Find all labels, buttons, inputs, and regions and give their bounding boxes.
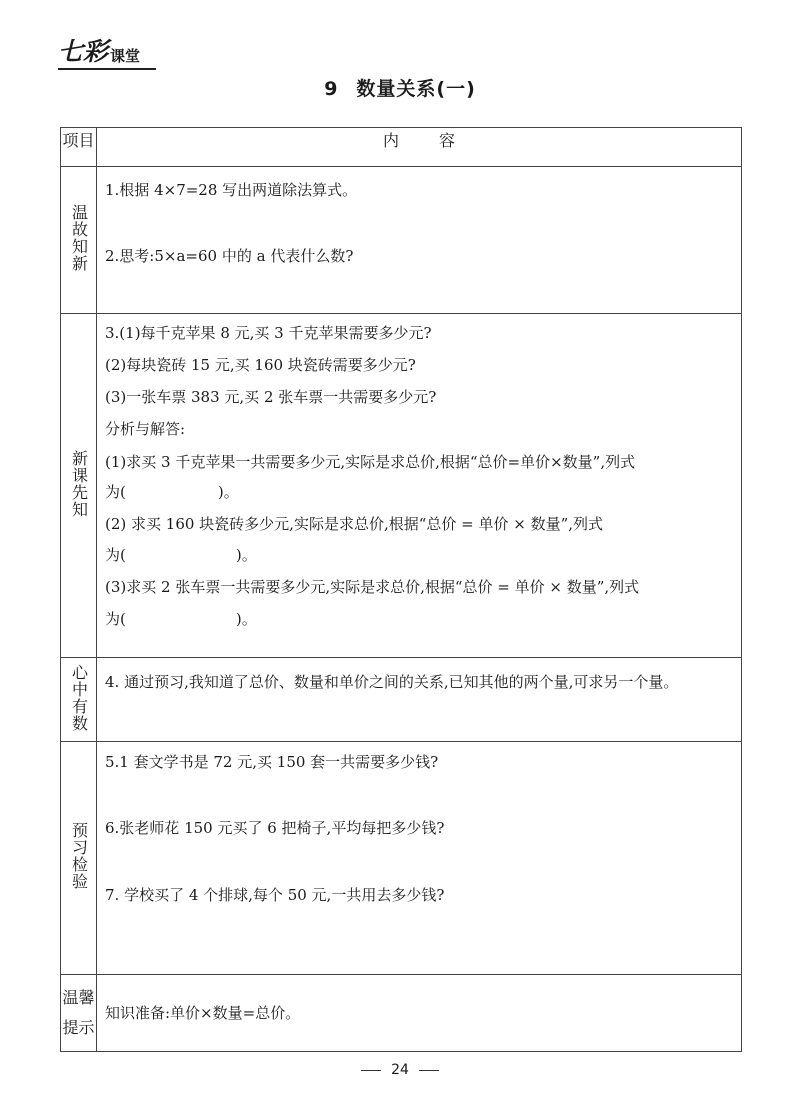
question-7: 7. 学校买了 4 个排球,每个 50 元,一共用去多少钱?: [105, 886, 445, 904]
question-6: 6.张老师花 150 元买了 6 把椅子,平均每把多少钱?: [105, 819, 445, 837]
section-review-label: 温故知新: [69, 204, 89, 272]
brand-mark: 七彩: [58, 37, 109, 66]
question-3-3: (3)一张车票 383 元,买 2 张车票一共需要多少元?: [105, 388, 437, 406]
section-review-label-cell: [61, 167, 97, 314]
question-3-2: (2)每块瓷砖 15 元,买 160 块瓷砖需要多少元?: [105, 356, 416, 374]
answer-1-line-1: (1)求买 3 千克苹果一共需要多少元,实际是求总价,根据“总价=单价×数量”,列式: [105, 453, 636, 471]
answer-1-open: 为(: [105, 483, 126, 501]
lesson-number: 9: [324, 78, 339, 100]
section-preview-label-cell: [61, 314, 97, 658]
answer-2-close: )。: [235, 546, 257, 564]
section-summary: [61, 658, 742, 742]
brand-underline: [58, 68, 156, 70]
section-check-label: 预习检验: [69, 822, 89, 890]
section-review-content: [97, 167, 742, 314]
section-tip-label: 温馨提示: [62, 988, 95, 1037]
section-summary-label: 心中有数: [69, 663, 89, 732]
answer-3-open: 为(: [105, 610, 126, 628]
page-footer: [0, 1062, 800, 1078]
section-check: [61, 742, 742, 975]
brand-logo: [58, 38, 140, 66]
section-tip: [61, 975, 742, 1052]
answer-1-line-2: [105, 481, 239, 503]
answer-3-line-2: [105, 608, 257, 630]
answer-2-line-2: [105, 544, 257, 566]
header-content: 内容: [97, 128, 742, 167]
page-number: 24: [391, 1062, 409, 1078]
footer-dash-left: [361, 1070, 381, 1071]
question-3-1: 3.(1)每千克苹果 8 元,买 3 千克苹果需要多少元?: [105, 324, 432, 342]
section-summary-content: [97, 658, 742, 742]
section-summary-label-cell: [61, 658, 97, 742]
section-preview: [61, 314, 742, 658]
answer-1-close: )。: [217, 483, 239, 501]
answer-3-line-1: (3)求买 2 张车票一共需要多少元,实际是求总价,根据“总价 = 单价 × 数量”,列式: [105, 578, 640, 596]
page-title: [0, 74, 800, 101]
section-preview-content: [97, 314, 742, 658]
section-check-content: [97, 742, 742, 975]
section-tip-content: [97, 975, 742, 1052]
footer-dash-right: [419, 1070, 439, 1071]
answer-3-close: )。: [235, 610, 257, 628]
question-5: 5.1 套文学书是 72 元,买 150 套一共需要多少钱?: [105, 753, 439, 771]
question-2: 2.思考:5×a=60 中的 a 代表什么数?: [105, 247, 354, 265]
section-check-label-cell: [61, 742, 97, 975]
analysis-title: 分析与解答:: [105, 420, 186, 438]
tip-text: 知识准备:单价×数量=总价。: [105, 1004, 301, 1022]
question-1: 1.根据 4×7=28 写出两道除法算式。: [105, 181, 358, 199]
lesson-title: 数量关系(一): [356, 78, 476, 100]
section-review: [61, 167, 742, 314]
brand-subtitle: 课堂: [110, 47, 141, 65]
summary-text: 4. 通过预习,我知道了总价、数量和单价之间的关系,已知其他的两个量,可求另一个量。: [105, 673, 679, 691]
section-tip-label-cell: [61, 975, 97, 1052]
answer-2-open: 为(: [105, 546, 126, 564]
section-preview-label: 新课先知: [69, 449, 89, 518]
table-header-row: [61, 128, 742, 167]
header-item: 项目: [61, 128, 97, 167]
worksheet-table: [60, 127, 742, 1052]
answer-2-line-1: (2) 求买 160 块瓷砖多少元,实际是求总价,根据“总价 = 单价 × 数量”,列式: [105, 515, 604, 533]
